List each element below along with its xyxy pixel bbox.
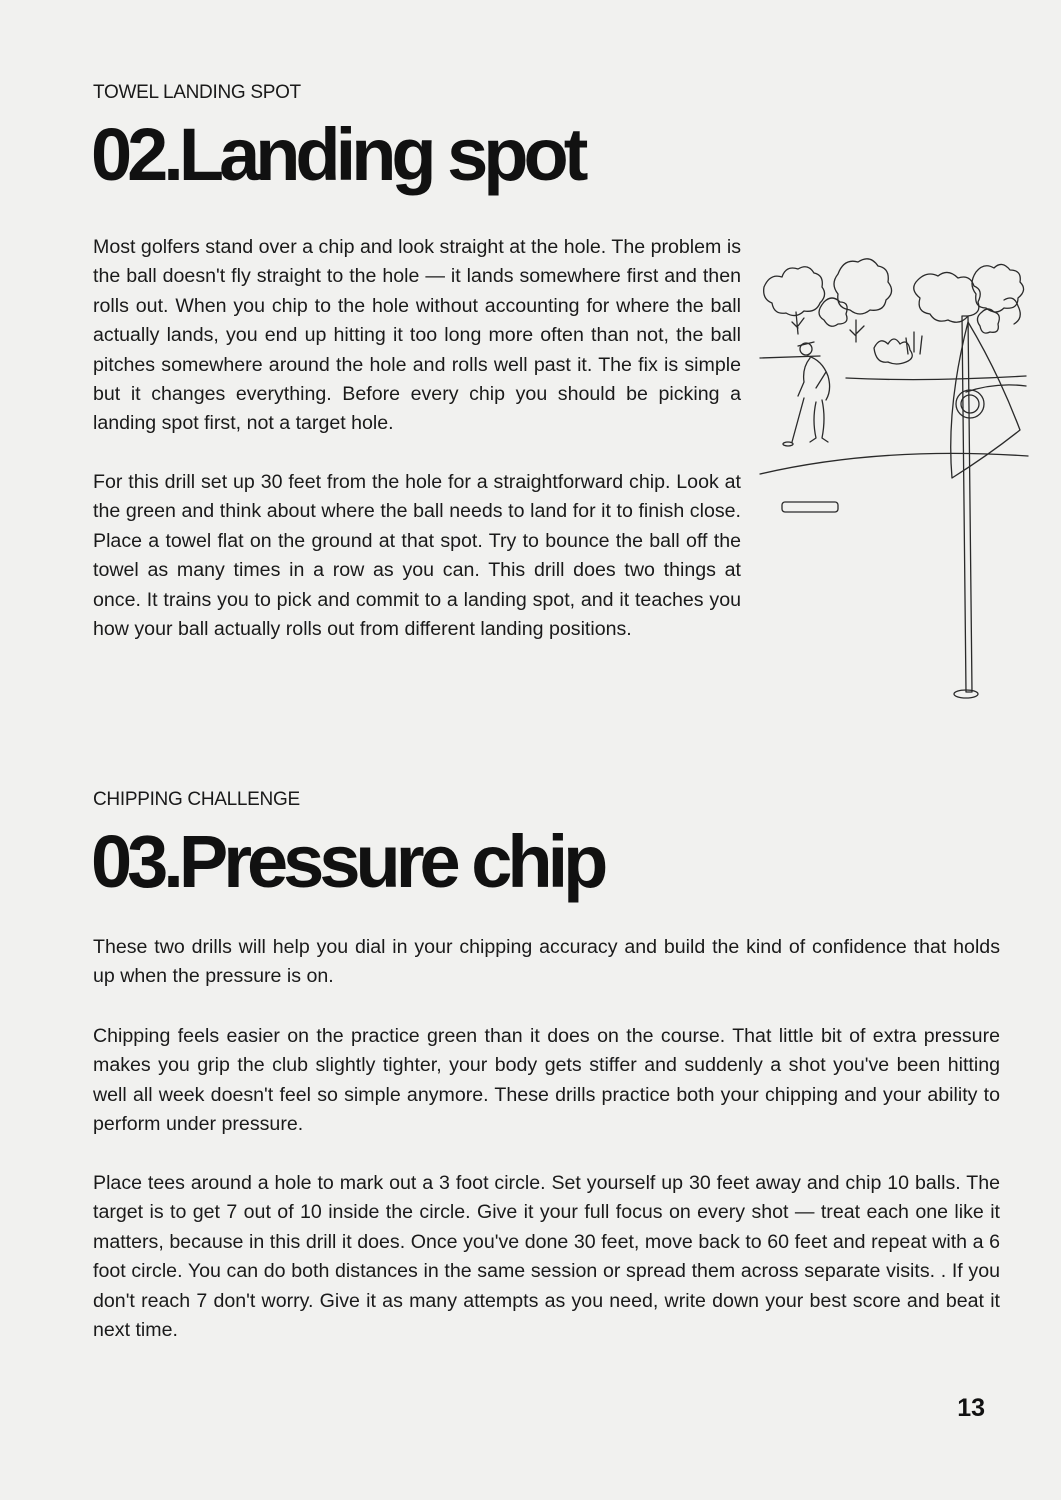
body-paragraph: These two drills will help you dial in your chipping accuracy and build the kind of confidence that holds up when the pressure is on. (93, 936, 1000, 988)
section-title: 02.Landing spot (91, 113, 584, 196)
section-kicker: CHIPPING CHALLENGE (93, 789, 300, 810)
body-paragraph: For this drill set up 30 feet from the hole for a straightforward chip. Look at the green and think about where the ball needs to land for it to finish close. Place a towel flat on the ground at that spot. Try to bounce the ball off the towel as many times in a row as you can. This drill does two things at once. It trains you to pick and commit to a landing spot, and it teaches you how your ball actually rolls out from different landing positions. (93, 471, 741, 641)
golfer-chipping-to-flag-illustration (756, 252, 1032, 702)
body-paragraph: Most golfers stand over a chip and look straight at the hole. The problem is the ball doesn't fly straight to the hole — it lands somewhere first and then rolls out. When you chip to the hole without accounting for where the ball actually lands, you end up hitting it too long more often than not, the ball pitches somewhere around the hole and rolls well past it. The fix is simple but it changes everything. Before every chip you should be picking a landing spot first, not a target hole. (93, 236, 741, 435)
body-paragraph: Chipping feels easier on the practice green than it does on the course. That little bit of extra pressure makes you grip the club slightly tighter, your body gets stiffer and suddenly a shot you've been hitting well all week doesn't feel so simple anymore. These drills practice both your chipping and your ability to perform under pressure. (93, 1025, 1000, 1136)
body-paragraph: Place tees around a hole to mark out a 3 foot circle. Set yourself up 30 feet away and chip 10 balls. The target is to get 7 out of 10 inside the circle. Give it your full focus on every shot — treat each one like it matters, because in this drill it does. Once you've done 30 feet, move back to 60 feet and repeat with a 6 foot circle. You can do both distances in the same session or spread them across separate visits. . If you don't reach 7 don't worry. Give it as many attempts as you need, write down your best score and beat it next time. (93, 1172, 1000, 1342)
section-kicker: TOWEL LANDING SPOT (93, 82, 301, 103)
section-title: 03.Pressure chip (91, 820, 604, 903)
page-number: 13 (957, 1394, 985, 1422)
